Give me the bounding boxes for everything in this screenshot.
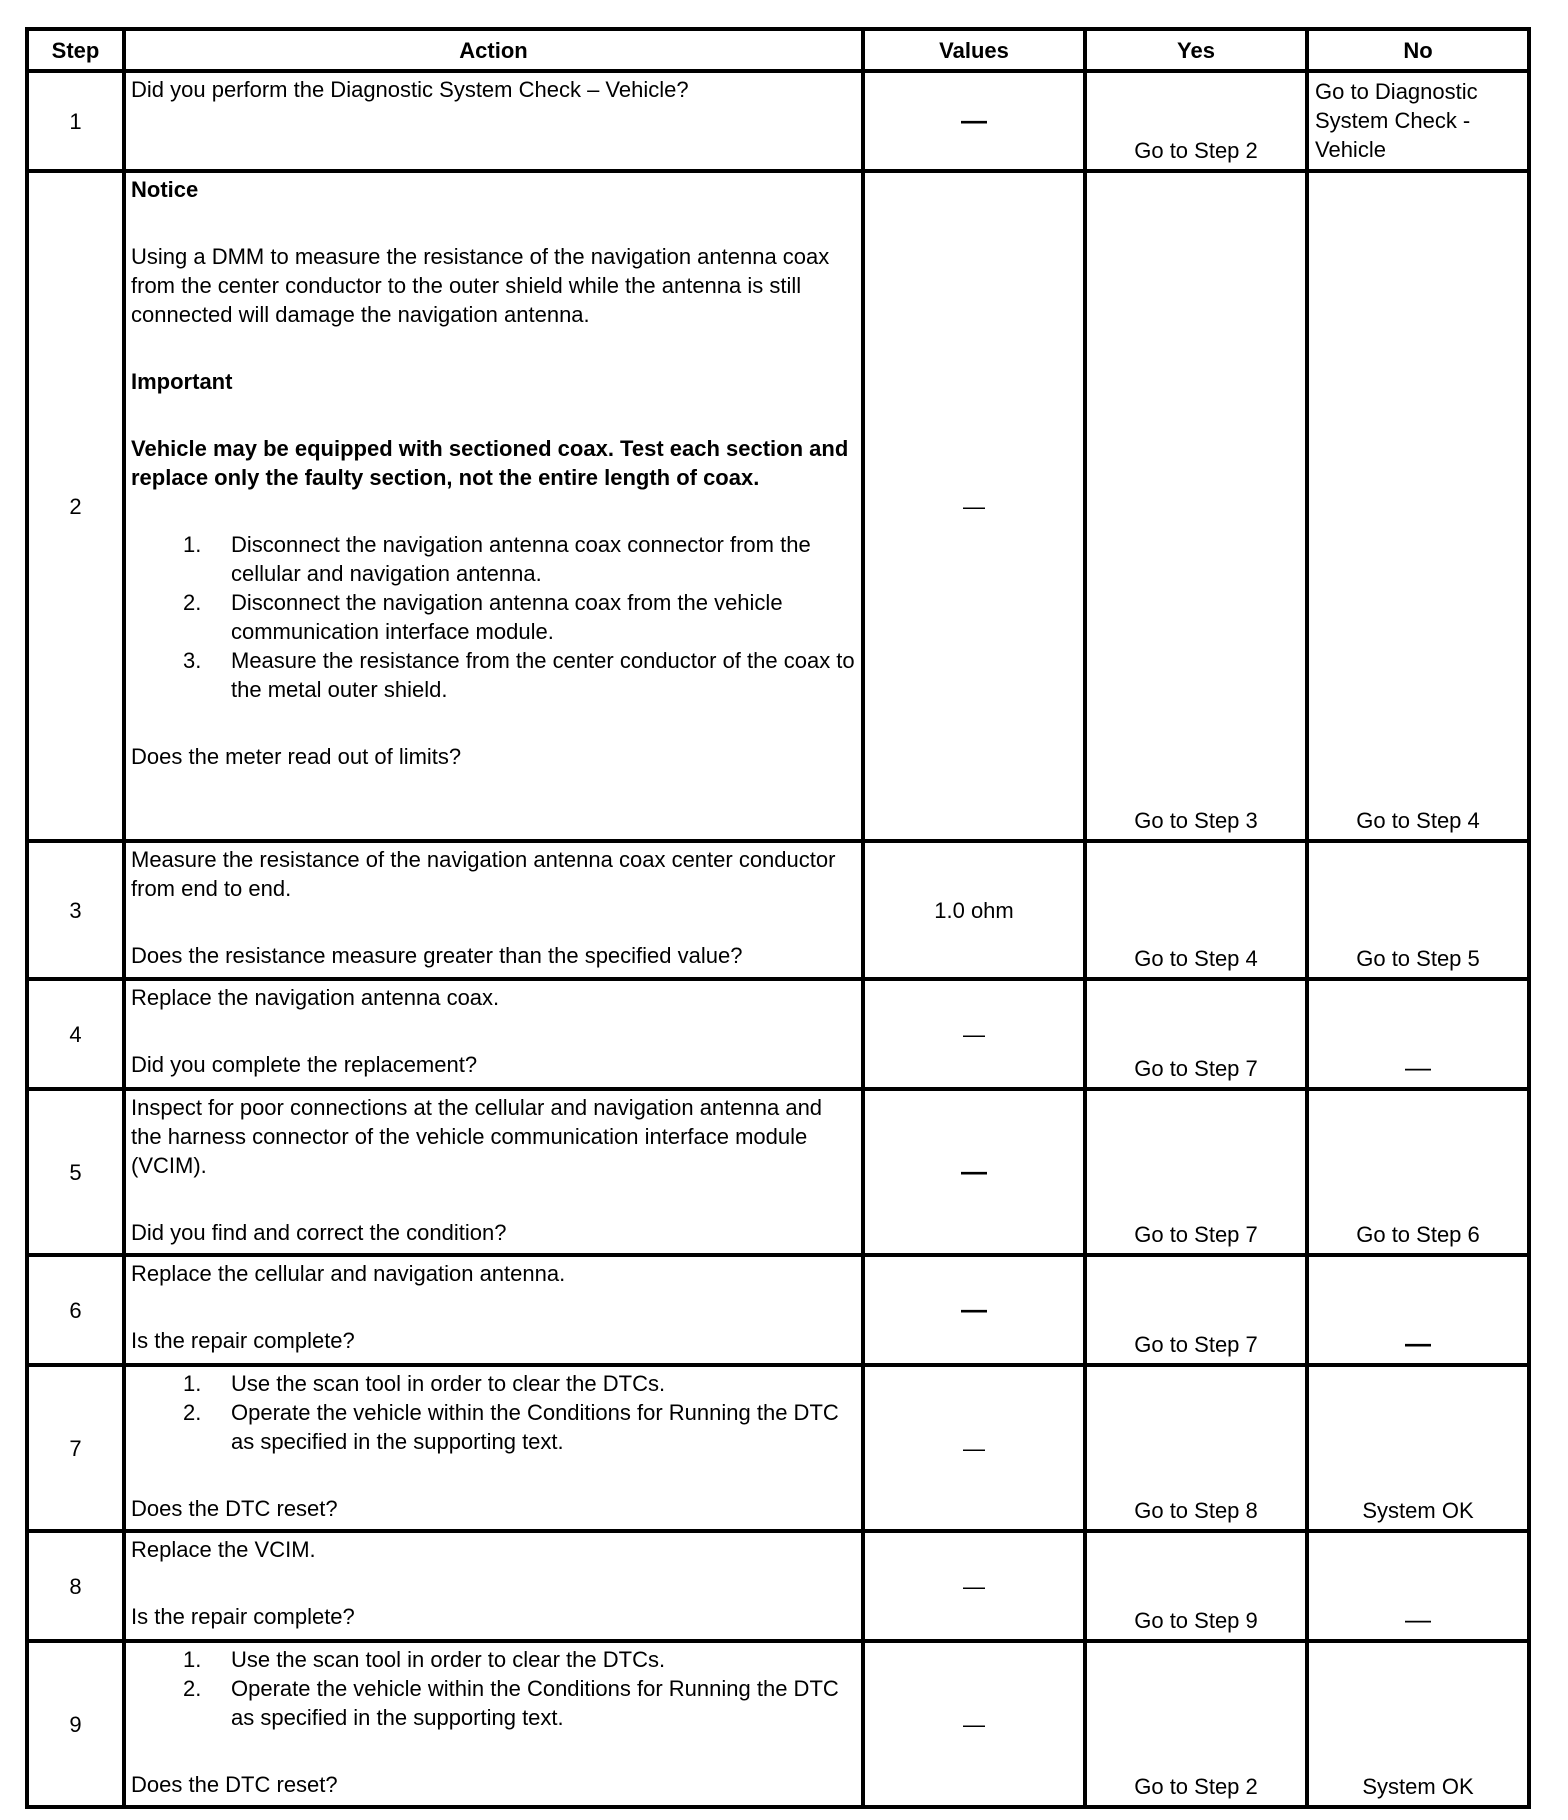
no-cell: — xyxy=(1307,1531,1529,1641)
action-instruction: Measure the resistance of the navigation antenna coax center conductor from end to end. xyxy=(131,847,836,901)
action-question: Is the repair complete? xyxy=(131,1604,355,1629)
action-instruction: Inspect for poor connections at the cellular and navigation antenna and the harness connector of the vehicle communication interface module (VCIM). xyxy=(131,1095,823,1178)
yes-cell: Go to Step 4 xyxy=(1085,841,1307,979)
action-question: Does the meter read out of limits? xyxy=(131,744,462,769)
value-cell xyxy=(863,71,1085,171)
step-number: 3 xyxy=(27,841,124,979)
list-item: 2. Disconnect the navigation antenna coax from the vehicle communication interface module. xyxy=(183,590,783,644)
table-row-step-3 xyxy=(27,841,1529,979)
value-cell: 1.0 ohm xyxy=(863,841,1085,979)
step-number: 5 xyxy=(27,1089,124,1255)
list-item: 1. Use the scan tool in order to clear the DTCs. xyxy=(183,1647,666,1672)
action-cell xyxy=(124,71,863,171)
yes-cell: Go to Step 7 xyxy=(1085,1089,1307,1255)
list-item: 1. Disconnect the navigation antenna coax connector from the cellular and navigation antenna. xyxy=(183,532,811,586)
table-row-step-7 xyxy=(27,1365,1529,1531)
action-cell xyxy=(124,1089,863,1255)
table-row-step-1 xyxy=(27,71,1529,171)
notice-text: Using a DMM to measure the resistance of the navigation antenna coax from the center conductor to the outer shield while the antenna is still connected will damage the navigation antenna. xyxy=(131,244,830,327)
yes-cell: Go to Step 9 xyxy=(1085,1531,1307,1641)
action-instruction: Replace the navigation antenna coax. xyxy=(131,985,500,1010)
header-yes: Yes xyxy=(1085,29,1307,71)
action-question: Does the resistance measure greater than the specified value? xyxy=(131,943,743,968)
step-number: 6 xyxy=(27,1255,124,1365)
header-row xyxy=(27,29,1529,71)
step-number: 7 xyxy=(27,1365,124,1531)
table-row-step-9 xyxy=(27,1641,1529,1807)
table-row-step-8 xyxy=(27,1531,1529,1641)
step-number: 2 xyxy=(27,171,124,841)
value-cell: — xyxy=(863,1531,1085,1641)
action-question: Does the DTC reset? xyxy=(131,1496,338,1521)
procedure-list xyxy=(131,1645,857,1732)
yes-cell: Go to Step 7 xyxy=(1085,979,1307,1089)
diagnostic-table xyxy=(25,27,1531,1809)
action-question: Is the repair complete? xyxy=(131,1328,355,1353)
no-cell: Go to Diagnostic System Check - Vehicle xyxy=(1307,71,1529,171)
step-number: 8 xyxy=(27,1531,124,1641)
table-row-step-5 xyxy=(27,1089,1529,1255)
value-cell: — xyxy=(863,1641,1085,1807)
no-cell: — xyxy=(1307,1255,1529,1365)
list-item: 2. Operate the vehicle within the Conditions for Running the DTC as specified in the supporting text. xyxy=(183,1400,839,1454)
action-cell xyxy=(124,979,863,1089)
list-item: 2. Operate the vehicle within the Conditions for Running the DTC as specified in the supporting text. xyxy=(183,1676,839,1730)
table-row-step-2 xyxy=(27,171,1529,841)
action-cell xyxy=(124,1255,863,1365)
header-values: Values xyxy=(863,29,1085,71)
action-question: Does the DTC reset? xyxy=(131,1772,338,1797)
value-text: — xyxy=(961,105,987,135)
step-number: 9 xyxy=(27,1641,124,1807)
action-question: Did you find and correct the condition? xyxy=(131,1220,507,1245)
list-item: 3. Measure the resistance from the center conductor of the coax to the metal outer shield. xyxy=(183,648,855,702)
step-number: 4 xyxy=(27,979,124,1089)
action-cell xyxy=(124,1531,863,1641)
action-instruction: Replace the cellular and navigation antenna. xyxy=(131,1261,566,1286)
yes-cell: Go to Step 8 xyxy=(1085,1365,1307,1531)
important-title: Important xyxy=(131,369,233,394)
value-cell: — xyxy=(863,171,1085,841)
list-item: 1. Use the scan tool in order to clear the DTCs. xyxy=(183,1371,666,1396)
yes-cell: Go to Step 2 xyxy=(1085,1641,1307,1807)
action-question: Did you complete the replacement? xyxy=(131,1052,478,1077)
no-cell: System OK xyxy=(1307,1641,1529,1807)
table-row-step-4 xyxy=(27,979,1529,1089)
procedure-list xyxy=(131,530,857,704)
important-text: Vehicle may be equipped with sectioned coax. Test each section and replace only the faulty section, not the entire length of coax. xyxy=(131,436,849,490)
no-cell: Go to Step 5 xyxy=(1307,841,1529,979)
header-step: Step xyxy=(27,29,124,71)
value-cell: — xyxy=(863,1255,1085,1365)
header-action: Action xyxy=(124,29,863,71)
header-no: No xyxy=(1307,29,1529,71)
action-cell xyxy=(124,171,863,841)
value-cell: — xyxy=(863,979,1085,1089)
value-cell: — xyxy=(863,1365,1085,1531)
action-question: Did you perform the Diagnostic System Check – Vehicle? xyxy=(131,77,689,102)
yes-cell: Go to Step 2 xyxy=(1085,71,1307,171)
notice-title: Notice xyxy=(131,177,199,202)
step-number: 1 xyxy=(27,71,124,171)
no-cell: Go to Step 6 xyxy=(1307,1089,1529,1255)
action-cell xyxy=(124,841,863,979)
table-row-step-6 xyxy=(27,1255,1529,1365)
no-cell: — xyxy=(1307,979,1529,1089)
no-cell: System OK xyxy=(1307,1365,1529,1531)
action-cell xyxy=(124,1365,863,1531)
yes-cell: Go to Step 7 xyxy=(1085,1255,1307,1365)
action-instruction: Replace the VCIM. xyxy=(131,1537,316,1562)
action-cell xyxy=(124,1641,863,1807)
no-cell: Go to Step 4 xyxy=(1307,171,1529,841)
yes-cell: Go to Step 3 xyxy=(1085,171,1307,841)
procedure-list xyxy=(131,1369,857,1456)
value-cell: — xyxy=(863,1089,1085,1255)
